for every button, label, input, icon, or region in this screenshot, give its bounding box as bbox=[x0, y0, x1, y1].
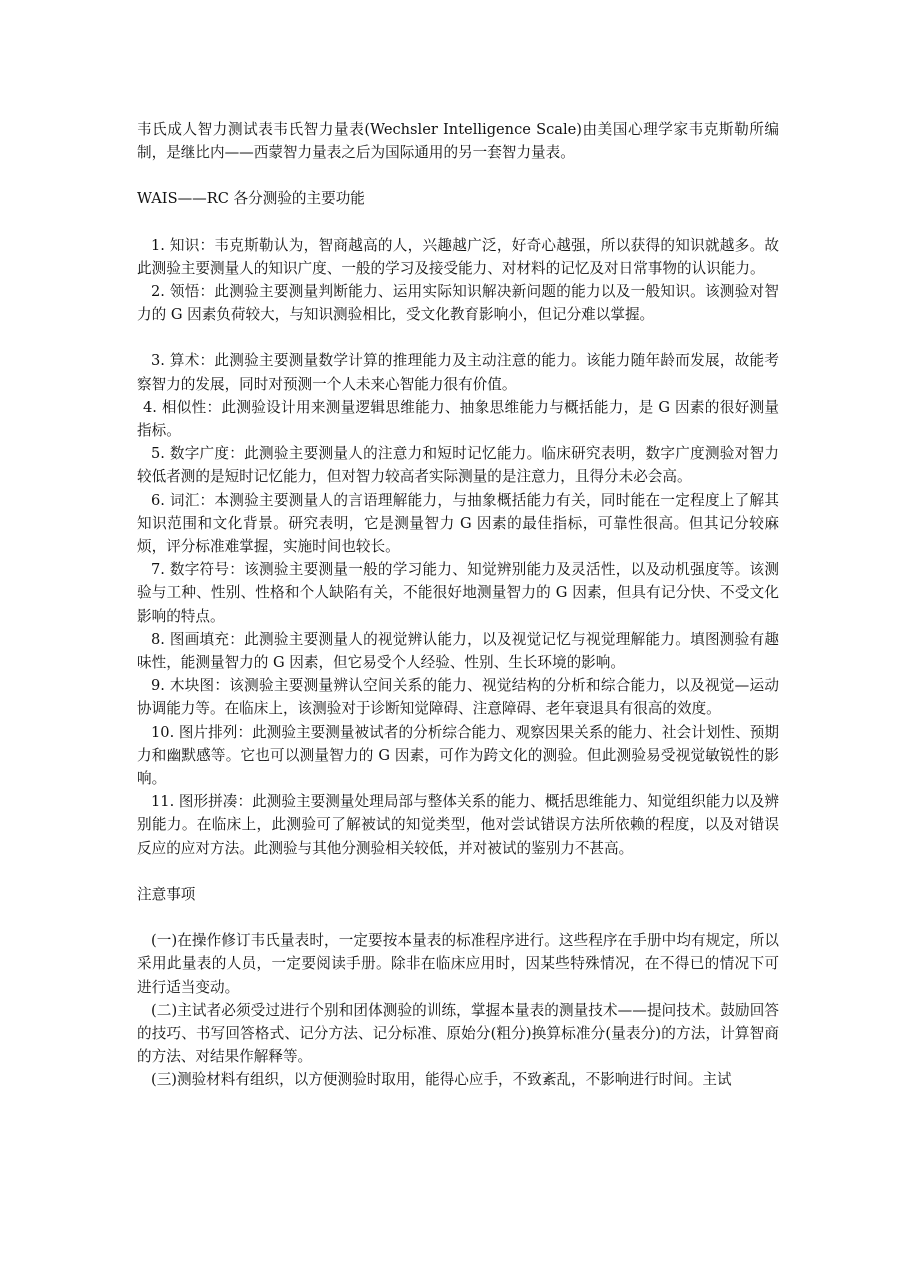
intro-paragraph: 韦氏成人智力测试表韦氏智力量表(Wechsler Intelligence Scale)由美国心理学家韦克斯勒所编制，是继比内——西蒙智力量表之后为国际通用的另一套智力量表。 bbox=[137, 121, 779, 162]
subtest-paragraph-2: 2. 领悟：此测验主要测量判断能力、运用实际知识解决新问题的能力以及一般知识。该测验对智力的 G 因素负荷较大，与知识测验相比，受文化教育影响小，但记分难以掌握。 bbox=[137, 283, 779, 324]
subtest-paragraph-9: 9. 木块图：该测验主要测量辨认空间关系的能力、视觉结构的分析和综合能力，以及视觉—运动协调能力等。在临床上，该测验对于诊断知觉障碍、注意障碍、老年衰退具有很高的效度。 bbox=[137, 677, 779, 718]
section-title-functions: WAIS——RC 各分测验的主要功能 bbox=[137, 190, 365, 208]
subtest-paragraph-11: 11. 图形拼凑：此测验主要测量处理局部与整体关系的能力、概括思维能力、知觉组织能力以及辨别能力。在临床上，此测验可了解被试的知觉类型，他对尝试错误方法所依赖的程度，以及对错误反应的应对方法。此测验与其他分测验相关较低，并对被试的鉴别力不甚高。 bbox=[137, 793, 779, 857]
subtest-paragraph-7: 7. 数字符号：该测验主要测量一般的学习能力、知觉辨别能力及灵活性，以及动机强度等。该测验与工种、性别、性格和个人缺陷有关，不能很好地测量智力的 G 因素，但具有记分快、不受文化影响的特点。 bbox=[137, 561, 779, 625]
subtest-paragraph-8: 8. 图画填充：此测验主要测量人的视觉辨认能力，以及视觉记忆与视觉理解能力。填图测验有趣味性，能测量智力的 G 因素，但它易受个人经验、性别、生长环境的影响。 bbox=[137, 630, 779, 672]
subtest-paragraph-3: 3. 算术：此测验主要测量数学计算的推理能力及主动注意的能力。该能力随年龄而发展，故能考察智力的发展，同时对预测一个人未来心智能力很有价值。 bbox=[137, 352, 779, 393]
subtest-paragraph-5: 5. 数字广度：此测验主要测量人的注意力和短时记忆能力。临床研究表明，数字广度测验对智力较低者测的是短时记忆能力，但对智力较高者实际测量的是注意力，且得分未必会高。 bbox=[137, 445, 779, 486]
document-page bbox=[137, 118, 779, 1092]
subtest-paragraph-10: 10. 图片排列：此测验主要测量被试者的分析综合能力、观察因果关系的能力、社会计划性、预期力和幽默感等。它也可以测量智力的 G 因素，可作为跨文化的测验。但此测验易受视觉敏锐性的影响。 bbox=[137, 723, 779, 788]
note-paragraph-1: (一)在操作修订韦氏量表时，一定要按本量表的标准程序进行。这些程序在手册中均有规定，所以采用此量表的人员，一定要阅读手册。除非在临床应用时，因某些特殊情况，在不得已的情况下可进行适当变动。 bbox=[137, 932, 779, 996]
subtest-paragraph-1: 1. 知识：韦克斯勒认为，智商越高的人，兴趣越广泛，好奇心越强，所以获得的知识就越多。故此测验主要测量人的知识广度、一般的学习及接受能力、对材料的记忆及对日常事物的认识能力。 bbox=[137, 236, 779, 277]
section-title-notes: 注意事项 bbox=[137, 885, 196, 903]
subtest-paragraph-6: 6. 词汇：本测验主要测量人的言语理解能力，与抽象概括能力有关，同时能在一定程度上了解其知识范围和文化背景。研究表明，它是测量智力 G 因素的最佳指标，可靠性很高。但其记分较麻烦，评分标准难掌握，实施时间也较长。 bbox=[137, 491, 779, 556]
note-paragraph-3: (三)测验材料有组织，以方便测验时取用，能得心应手，不致紊乱，不影响进行时间。主试 bbox=[151, 1071, 732, 1089]
subtest-paragraph-4: 4. 相似性：此测验设计用来测量逻辑思维能力、抽象思维能力与概括能力，是 G 因素的很好测量指标。 bbox=[137, 398, 779, 440]
note-paragraph-2: (二)主试者必须受过进行个别和团体测验的训练，掌握本量表的测量技术——提问技术。鼓励回答的技巧、书写回答格式、记分方法、记分标准、原始分(粗分)换算标准分(量表分)的方法，计算智商的方法、对结果作解释等。 bbox=[137, 1001, 779, 1066]
